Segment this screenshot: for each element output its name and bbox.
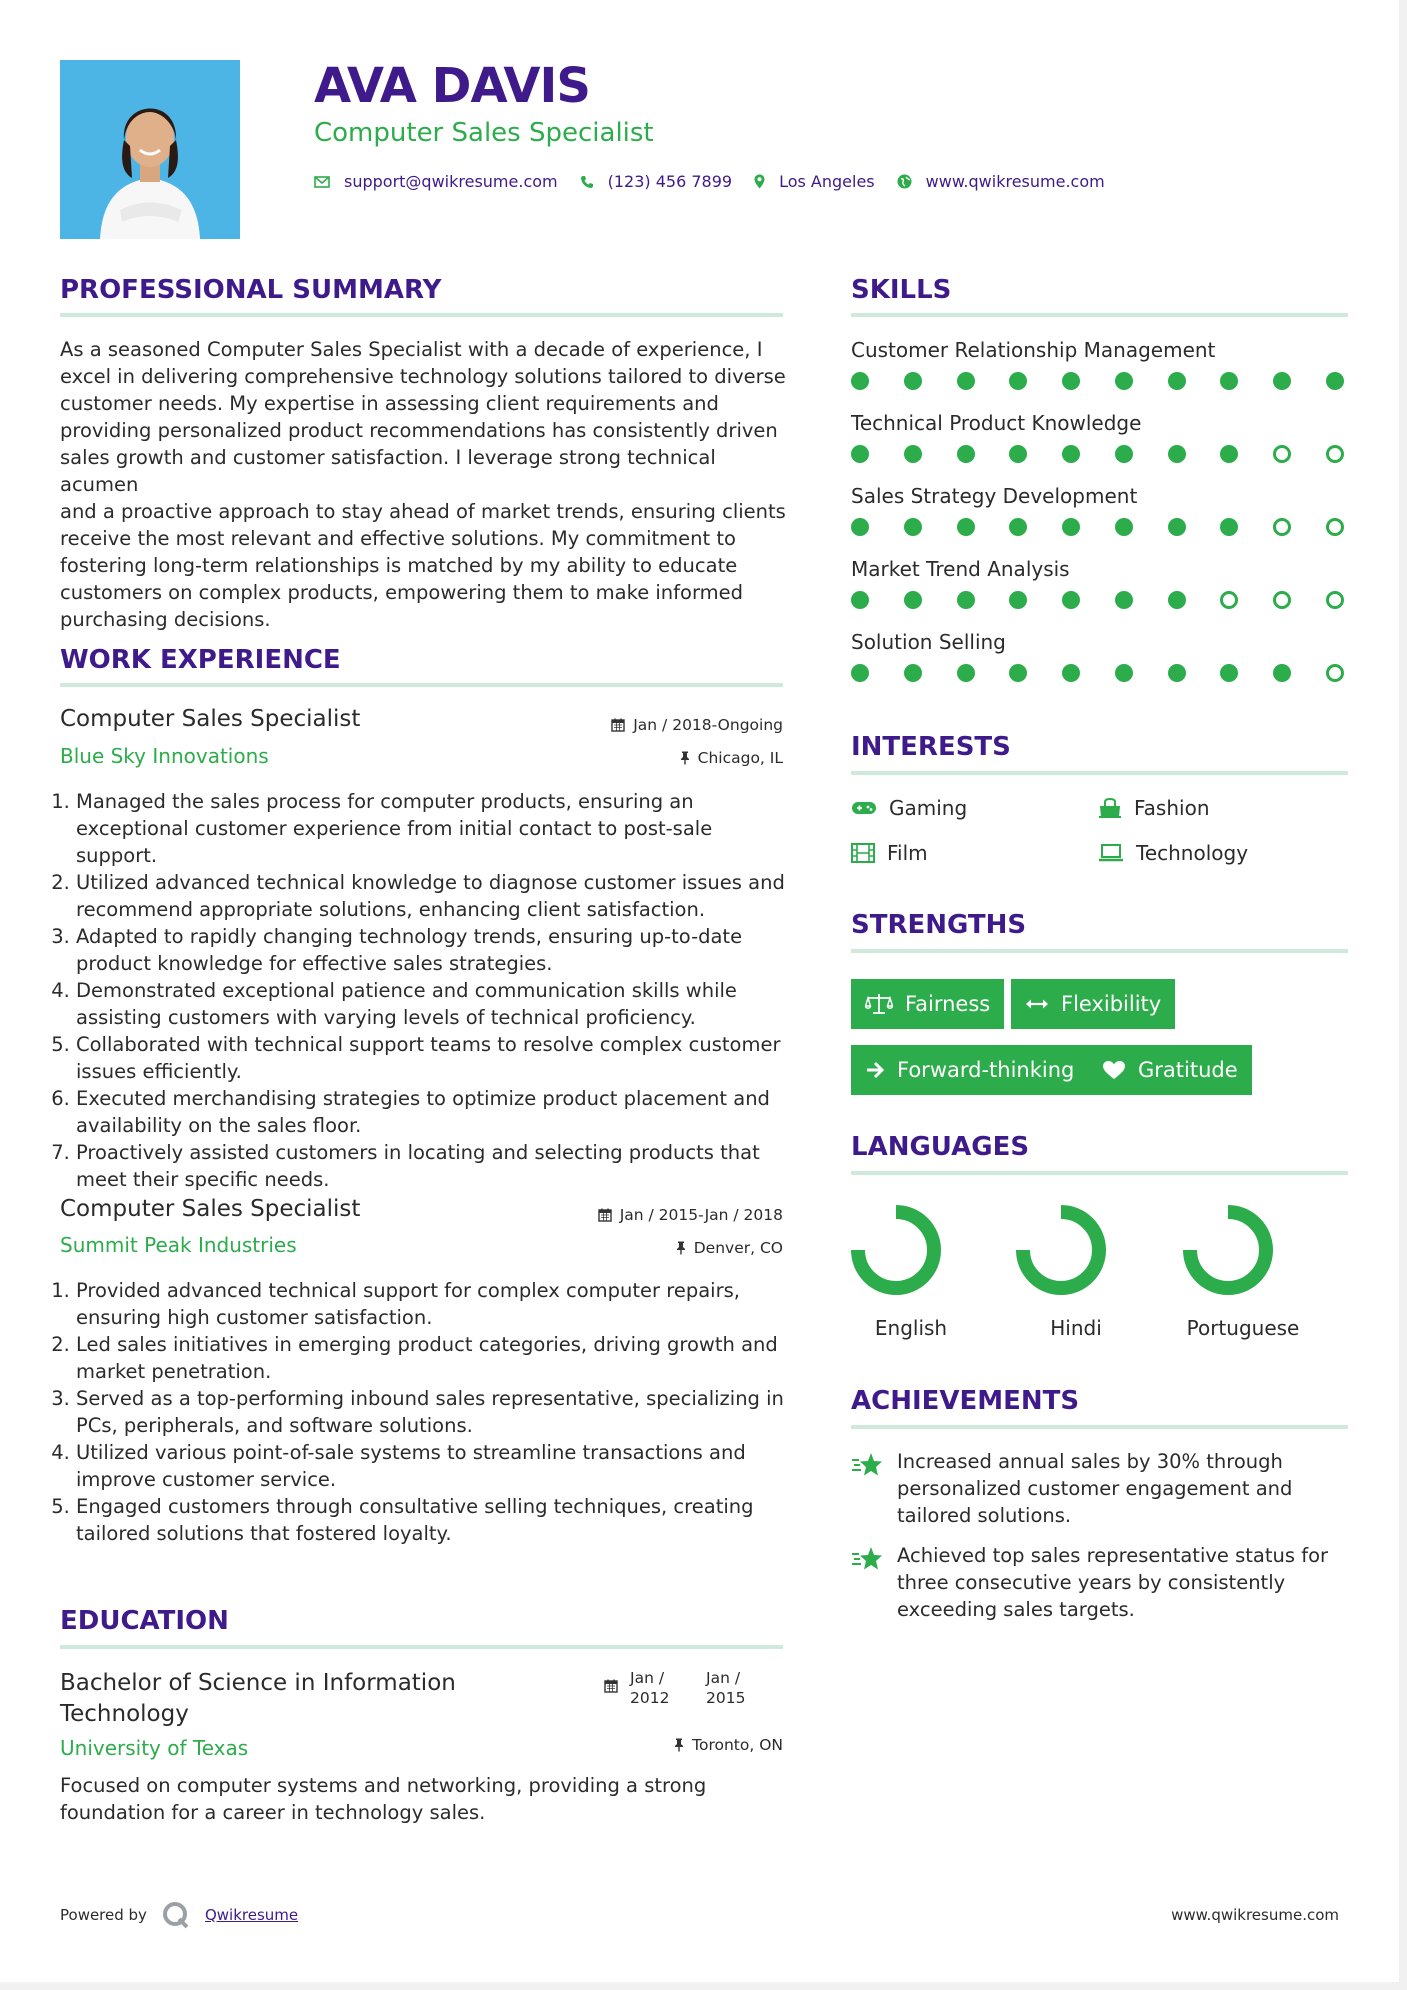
interest-label: Gaming <box>889 796 968 820</box>
scale-icon <box>865 993 893 1015</box>
rating-dot-filled <box>851 664 869 682</box>
contact-email-text: support@qwikresume.com <box>344 172 558 191</box>
skill-item <box>851 338 1344 411</box>
skill-rating <box>851 664 1344 682</box>
summary-line: customer needs. My expertise in assessing client requirements and <box>60 392 719 415</box>
education-divider <box>60 1645 783 1649</box>
language-proficiency-ring <box>841 1200 981 1300</box>
achievements-heading: ACHIEVEMENTS <box>851 1386 1080 1416</box>
job-1-company: Blue Sky Innovations <box>60 744 269 768</box>
summary-line: receive the most relevant and effective solutions. My commitment to <box>60 527 736 550</box>
rating-dot-empty <box>1273 591 1291 609</box>
contact-phone[interactable] <box>580 172 732 191</box>
education-heading: EDUCATION <box>60 1606 229 1636</box>
calendar-icon <box>604 1679 618 1693</box>
contact-email[interactable] <box>314 172 558 191</box>
arrow-right-icon <box>865 1061 885 1079</box>
education-location <box>674 1736 783 1754</box>
contact-website[interactable] <box>897 172 1105 191</box>
achievement-item <box>851 1542 1351 1623</box>
rating-dot-filled <box>904 591 922 609</box>
summary-line: customers on complex products, empowering them to make informed <box>60 581 744 604</box>
list-item: 4. Utilized various point-of-sale systems to streamline transactions and improve customer service. <box>76 1439 798 1493</box>
interests-heading: INTERESTS <box>851 732 1011 762</box>
interest-label: Technology <box>1136 841 1249 865</box>
job-2-bullets <box>58 1277 798 1547</box>
education-start-date: Jan / 2012 <box>630 1669 670 1707</box>
rating-dot-filled <box>1168 445 1186 463</box>
job-2-company: Summit Peak Industries <box>60 1233 297 1257</box>
rating-dot-filled <box>1009 372 1027 390</box>
summary-line: providing personalized product recommendations has consistently driven <box>60 419 778 442</box>
contact-bar <box>314 172 1127 191</box>
arrows-h-icon <box>1025 998 1049 1010</box>
contact-location <box>754 172 875 191</box>
candidate-title: Computer Sales Specialist <box>314 118 654 148</box>
shopping-bag-icon <box>1098 798 1122 818</box>
interest-label: Fashion <box>1134 796 1210 820</box>
job-2-location <box>676 1239 783 1257</box>
language-label: Hindi <box>1050 1316 1102 1340</box>
calendar-icon-wrap <box>604 1678 618 1697</box>
rating-dot-filled <box>1273 372 1291 390</box>
rating-dot-empty <box>1326 664 1344 682</box>
summary-line: purchasing decisions. <box>60 608 271 631</box>
language-portuguese <box>1173 1200 1313 1340</box>
list-item: 3. Adapted to rapidly changing technology trends, ensuring up-to-date product knowledge for effective sales strategies. <box>76 923 798 977</box>
job-1-bullets <box>58 788 798 1193</box>
candidate-name: AVA DAVIS <box>314 58 590 114</box>
rating-dot-filled <box>1062 591 1080 609</box>
skill-name: Customer Relationship Management <box>851 338 1216 362</box>
list-item: 1. Provided advanced technical support for complex computer repairs, ensuring high customer satisfaction. <box>76 1277 798 1331</box>
skill-name: Solution Selling <box>851 630 1006 654</box>
strength-label: Gratitude <box>1138 1058 1238 1082</box>
list-item: 6. Executed merchandising strategies to optimize product placement and availability on the sales floor. <box>76 1085 798 1139</box>
rating-dot-filled <box>1220 664 1238 682</box>
list-item: 5. Engaged customers through consultative selling techniques, creating tailored solutions that fostered loyalty. <box>76 1493 798 1547</box>
rating-dot-empty <box>1326 518 1344 536</box>
rating-dot-filled <box>957 591 975 609</box>
job-1-location-text: Chicago, IL <box>697 749 783 767</box>
rating-dot-filled <box>904 372 922 390</box>
skills-divider <box>851 313 1348 317</box>
job-2-dates-text: Jan / 2015-Jan / 2018 <box>619 1206 783 1224</box>
summary-divider <box>60 313 783 317</box>
rating-dot-filled <box>1168 372 1186 390</box>
envelope-icon <box>314 176 330 188</box>
rating-dot-filled <box>851 591 869 609</box>
rating-dot-filled <box>1062 445 1080 463</box>
rating-dot-filled <box>1168 591 1186 609</box>
job-2-dates <box>598 1206 783 1224</box>
pushpin-icon <box>674 1738 684 1752</box>
interest-fashion <box>1098 796 1210 820</box>
education-end-date: Jan / 2015 <box>706 1669 746 1707</box>
language-proficiency-ring <box>1173 1200 1313 1300</box>
contact-phone-text: (123) 456 7899 <box>607 172 733 191</box>
rating-dot-filled <box>1326 372 1344 390</box>
rating-dot-filled <box>957 664 975 682</box>
rating-dot-filled <box>851 372 869 390</box>
rating-dot-filled <box>1168 518 1186 536</box>
strength-tag-gratitude <box>1088 1045 1252 1095</box>
list-item: 7. Proactively assisted customers in locating and selecting products that meet their specific needs. <box>76 1139 798 1193</box>
interest-film <box>851 841 928 865</box>
list-item: 2. Utilized advanced technical knowledge to diagnose customer issues and recommend appropriate solutions, enhancing client satisfaction. <box>76 869 798 923</box>
interest-gaming <box>851 796 967 820</box>
job-1-dates-text: Jan / 2018-Ongoing <box>633 716 783 734</box>
languages-divider <box>851 1171 1348 1175</box>
star-trophy-icon <box>851 1452 883 1478</box>
interest-label: Film <box>887 841 928 865</box>
summary-line: fostering long-term relationships is matched by my ability to educate <box>60 554 738 577</box>
skill-name: Market Trend Analysis <box>851 557 1070 581</box>
pushpin-icon <box>676 1241 686 1255</box>
rating-dot-filled <box>1220 372 1238 390</box>
summary-text <box>60 336 800 633</box>
rating-dot-empty <box>1326 445 1344 463</box>
rating-dot-filled <box>904 664 922 682</box>
rating-dot-filled <box>1115 591 1133 609</box>
language-english <box>841 1200 981 1340</box>
skill-rating <box>851 445 1344 463</box>
rating-dot-filled <box>1062 518 1080 536</box>
strengths-heading: STRENGTHS <box>851 910 1027 940</box>
rating-dot-filled <box>1009 518 1027 536</box>
interest-technology <box>1098 841 1248 865</box>
skill-item <box>851 630 1344 703</box>
strength-label: Fairness <box>905 992 991 1016</box>
skill-name: Technical Product Knowledge <box>851 411 1142 435</box>
calendar-icon <box>611 718 625 732</box>
list-item: 4. Demonstrated exceptional patience and communication skills while assisting customers with varying levels of technical proficiency. <box>76 977 798 1031</box>
summary-line: As a seasoned Computer Sales Specialist with a decade of experience, I <box>60 338 763 361</box>
rating-dot-empty <box>1273 445 1291 463</box>
rating-dot-filled <box>957 518 975 536</box>
achievement-text: Achieved top sales representative status for three consecutive years by consistently exceeding sales targets. <box>897 1544 1329 1621</box>
skill-item <box>851 411 1344 484</box>
rating-dot-filled <box>1273 664 1291 682</box>
education-location-text: Toronto, ON <box>692 1736 783 1754</box>
strengths-divider <box>851 949 1348 953</box>
skill-item <box>851 484 1344 557</box>
footer-website[interactable]: www.qwikresume.com <box>1171 1906 1339 1924</box>
skills-list <box>851 338 1344 703</box>
languages-heading: LANGUAGES <box>851 1132 1030 1162</box>
star-trophy-icon <box>851 1546 883 1572</box>
strength-tag-forward-thinking <box>851 1045 1088 1095</box>
skill-item <box>851 557 1344 630</box>
laptop-icon <box>1098 844 1124 862</box>
rating-dot-filled <box>1115 445 1133 463</box>
rating-dot-filled <box>851 518 869 536</box>
footer-powered-by <box>60 1900 298 1930</box>
achievement-text: Increased annual sales by 30% through personalized customer engagement and tailored solutions. <box>897 1450 1293 1527</box>
summary-line: and a proactive approach to stay ahead of market trends, ensuring clients <box>60 500 786 523</box>
job-1-title: Computer Sales Specialist <box>60 706 361 732</box>
achievements-divider <box>851 1425 1348 1429</box>
job-1-location <box>680 749 783 767</box>
job-2-location-text: Denver, CO <box>693 1239 783 1257</box>
rating-dot-empty <box>1326 591 1344 609</box>
list-item: 1. Managed the sales process for computer products, ensuring an exceptional customer experience from initial contact to post-sale support. <box>76 788 798 869</box>
skill-name: Sales Strategy Development <box>851 484 1138 508</box>
rating-dot-empty <box>1273 518 1291 536</box>
work-divider <box>60 683 783 687</box>
rating-dot-filled <box>1220 518 1238 536</box>
summary-line: excel in delivering comprehensive technology solutions tailored to diverse <box>60 365 786 388</box>
map-pin-icon <box>754 174 765 189</box>
strength-tag-flexibility <box>1011 979 1175 1029</box>
work-heading: WORK EXPERIENCE <box>60 645 341 675</box>
degree-title: Bachelor of Science in Information Technology <box>60 1670 456 1727</box>
skill-rating <box>851 591 1344 609</box>
profile-photo <box>60 60 240 239</box>
language-label: English <box>874 1316 948 1340</box>
school-name: University of Texas <box>60 1736 249 1760</box>
rating-dot-filled <box>1009 664 1027 682</box>
language-label: Portuguese <box>1186 1316 1300 1340</box>
language-hindi <box>1006 1200 1146 1340</box>
strength-tag-fairness <box>851 979 1004 1029</box>
rating-dot-filled <box>904 518 922 536</box>
skill-rating <box>851 518 1344 536</box>
pushpin-icon <box>680 751 690 765</box>
powered-by-text: Powered by <box>60 1906 147 1924</box>
skill-rating <box>851 372 1344 390</box>
film-icon <box>851 843 875 863</box>
rating-dot-filled <box>1062 372 1080 390</box>
rating-dot-filled <box>1115 664 1133 682</box>
rating-dot-empty <box>1220 591 1238 609</box>
summary-line: sales growth and customer satisfaction. I leverage strong technical acumen <box>60 446 716 496</box>
rating-dot-filled <box>1115 518 1133 536</box>
interests-divider <box>851 771 1348 775</box>
rating-dot-filled <box>904 445 922 463</box>
list-item: 3. Served as a top-performing inbound sales representative, specializing in PCs, peripherals, and software solutions. <box>76 1385 798 1439</box>
contact-location-text: Los Angeles <box>779 172 875 191</box>
person-photo-illustration <box>60 60 240 239</box>
gamepad-icon <box>851 800 877 816</box>
rating-dot-filled <box>1115 372 1133 390</box>
rating-dot-filled <box>1009 591 1027 609</box>
skills-heading: SKILLS <box>851 275 952 305</box>
rating-dot-filled <box>1009 445 1027 463</box>
summary-heading: PROFESSIONAL SUMMARY <box>60 275 442 305</box>
list-item: 2. Led sales initiatives in emerging product categories, driving growth and market penetration. <box>76 1331 798 1385</box>
language-proficiency-ring <box>1006 1200 1146 1300</box>
education-description: Focused on computer systems and networking, providing a strong foundation for a career in technology sales. <box>60 1774 707 1824</box>
rating-dot-filled <box>851 445 869 463</box>
list-item: 5. Collaborated with technical support teams to resolve complex customer issues efficiently. <box>76 1031 798 1085</box>
rating-dot-filled <box>1062 664 1080 682</box>
strength-label: Forward-thinking <box>897 1058 1075 1082</box>
qwikresume-logo-icon <box>161 1900 191 1930</box>
contact-website-text: www.qwikresume.com <box>925 172 1105 191</box>
rating-dot-filled <box>957 372 975 390</box>
phone-icon <box>580 175 594 189</box>
globe-icon <box>897 174 912 189</box>
rating-dot-filled <box>1220 445 1238 463</box>
qwikresume-link[interactable]: Qwikresume <box>204 1906 299 1924</box>
strength-label: Flexibility <box>1061 992 1162 1016</box>
rating-dot-filled <box>957 445 975 463</box>
heart-icon <box>1102 1060 1126 1080</box>
achievement-item <box>851 1448 1351 1529</box>
calendar-icon <box>598 1208 612 1222</box>
job-1-dates <box>611 716 783 734</box>
rating-dot-filled <box>1168 664 1186 682</box>
job-2-title: Computer Sales Specialist <box>60 1196 361 1222</box>
